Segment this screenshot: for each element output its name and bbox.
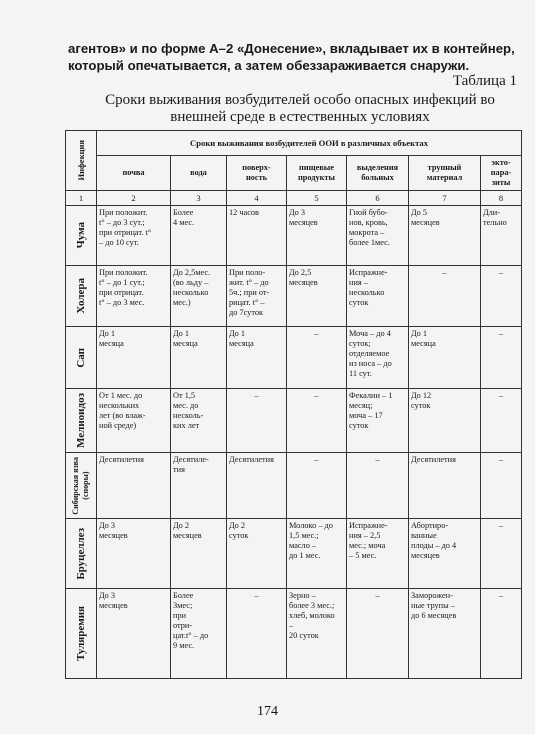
table-cell: –: [481, 327, 522, 389]
column-header: почва: [97, 156, 171, 191]
column-header: поверх- ность: [227, 156, 287, 191]
table-cell: Десятилетия: [227, 453, 287, 519]
table-label: Таблица 1: [452, 73, 517, 89]
table-header-row: [66, 131, 522, 156]
table-cell: При положит. t° – до 3 сут.; при отрицат. t° – до 10 сут.: [97, 206, 171, 266]
infection-name-cell: [66, 389, 97, 453]
column-number: 3: [171, 191, 227, 206]
table-cell: До 3 месяцев: [97, 589, 171, 679]
table-cell: До 1 месяца: [409, 327, 481, 389]
table-cell: Десятиле- тия: [171, 453, 227, 519]
table-cell: Более 4 мес.: [171, 206, 227, 266]
table-cell: 12 часов: [227, 206, 287, 266]
table-cell: –: [481, 453, 522, 519]
infection-name-cell: [66, 519, 97, 589]
infection-name-cell: [66, 206, 97, 266]
table-cell: До 2 суток: [227, 519, 287, 589]
table-cell: До 2,5мес. (во льду – несколько мес.): [171, 266, 227, 327]
table-cell: До 3 месяцев: [287, 206, 347, 266]
column-number: 1: [66, 191, 97, 206]
table-cell: –: [227, 589, 287, 679]
table-cell: От 1,5 мес. до несколь- ких лет: [171, 389, 227, 453]
table-cell: Более 3мес; при отри- цат.t° – до 9 мес.: [171, 589, 227, 679]
infection-name: Сап: [75, 347, 87, 368]
table-cell: До 1 месяца: [97, 327, 171, 389]
column-header: вода: [171, 156, 227, 191]
table-row: [66, 327, 522, 389]
table-cell: До 2,5 месяцев: [287, 266, 347, 327]
infection-name: Туляремия: [75, 606, 87, 661]
column-number: 5: [287, 191, 347, 206]
table-cell: –: [409, 266, 481, 327]
column-number: 7: [409, 191, 481, 206]
column-header: пищевые продукты: [287, 156, 347, 191]
column-number: 4: [227, 191, 287, 206]
survival-table: [65, 130, 522, 679]
table-cell: Фекалии – 1 месяц; моча – 17 суток: [347, 389, 409, 453]
table-cell: До 12 суток: [409, 389, 481, 453]
table-cell: –: [287, 453, 347, 519]
table-cell: Испражне- ния – несколько суток: [347, 266, 409, 327]
table-cell: –: [481, 266, 522, 327]
table-cell: Десятилетия: [97, 453, 171, 519]
infection-name: Мелиоидоз: [75, 393, 87, 448]
column-header: экто- пара- зиты: [481, 156, 522, 191]
table-row: [66, 266, 522, 327]
page-number: 174: [257, 704, 278, 719]
table-cell: Абортиро- ванные плоды – до 4 месяцев: [409, 519, 481, 589]
table-cell: –: [481, 519, 522, 589]
table-cell: –: [287, 327, 347, 389]
table-cell: –: [481, 589, 522, 679]
table-cell: –: [227, 389, 287, 453]
table-cell: Десятилетия: [409, 453, 481, 519]
column-header: трупный материал: [409, 156, 481, 191]
span-header: Сроки выживания возбудителей ООИ в различных объектах: [97, 131, 522, 156]
infection-name: Холера: [75, 278, 87, 314]
column-header-row: [66, 156, 522, 191]
infection-name-cell: [66, 453, 97, 519]
infection-name-cell: [66, 266, 97, 327]
infection-header: Инфекция: [76, 140, 86, 181]
table-cell: Дли- тельно: [481, 206, 522, 266]
table-body: [66, 206, 522, 679]
table-cell: –: [481, 389, 522, 453]
column-number: 6: [347, 191, 409, 206]
infection-name: Бруцеллез: [75, 527, 87, 580]
table-row: [66, 589, 522, 679]
table-cell: –: [347, 589, 409, 679]
table-row: [66, 453, 522, 519]
table-cell: Заморожен- ные трупы – до 6 месяцев: [409, 589, 481, 679]
table-cell: До 5 месяцев: [409, 206, 481, 266]
column-number-row: [66, 191, 522, 206]
table-cell: До 1 месяца: [171, 327, 227, 389]
table-cell: До 3 месяцев: [97, 519, 171, 589]
table-cell: До 1 месяца: [227, 327, 287, 389]
infection-header-cell: [66, 131, 97, 191]
table-title: Сроки выживания возбудителей особо опасных инфекций во внешней среде в естественных условиях: [105, 92, 495, 125]
table-cell: При поло- жит. t° – до 5ч.; при от- рицат. t° – до 7суток: [227, 266, 287, 327]
column-header: выделения больных: [347, 156, 409, 191]
table-cell: Молоко – до 1,5 мес.; масло – до 1 мес.: [287, 519, 347, 589]
table-cell: Моча – до 4 суток; отделяемое из носа – до 11 сут.: [347, 327, 409, 389]
intro-paragraph: агентов» и по форме А–2 «Донесение», вкладывает их в контейнер, который опечатывается, а затем обеззараживается снаружи.: [68, 41, 515, 73]
table-cell: Гной бубо- нов, кровь, мокрота – более 1мес.: [347, 206, 409, 266]
column-number: 8: [481, 191, 522, 206]
infection-name-cell: [66, 327, 97, 389]
infection-name-cell: [66, 589, 97, 679]
table-row: [66, 206, 522, 266]
column-number: 2: [97, 191, 171, 206]
table-cell: Испражне- ния – 2,5 мес.; моча – 5 мес.: [347, 519, 409, 589]
table-row: [66, 389, 522, 453]
table-cell: От 1 мес. до нескольких лет (во влаж- ной среде): [97, 389, 171, 453]
infection-name: Чума: [75, 222, 87, 249]
table-cell: –: [347, 453, 409, 519]
infection-name: Сибирская язва (споры): [71, 456, 90, 515]
table-cell: Зерно – более 3 мес.; хлеб, молоко – 20 суток: [287, 589, 347, 679]
table-cell: –: [287, 389, 347, 453]
table-cell: При положит. t° – до 1 сут.; при отрицат. t° – до 3 мес.: [97, 266, 171, 327]
table-row: [66, 519, 522, 589]
table-cell: До 2 месяцев: [171, 519, 227, 589]
